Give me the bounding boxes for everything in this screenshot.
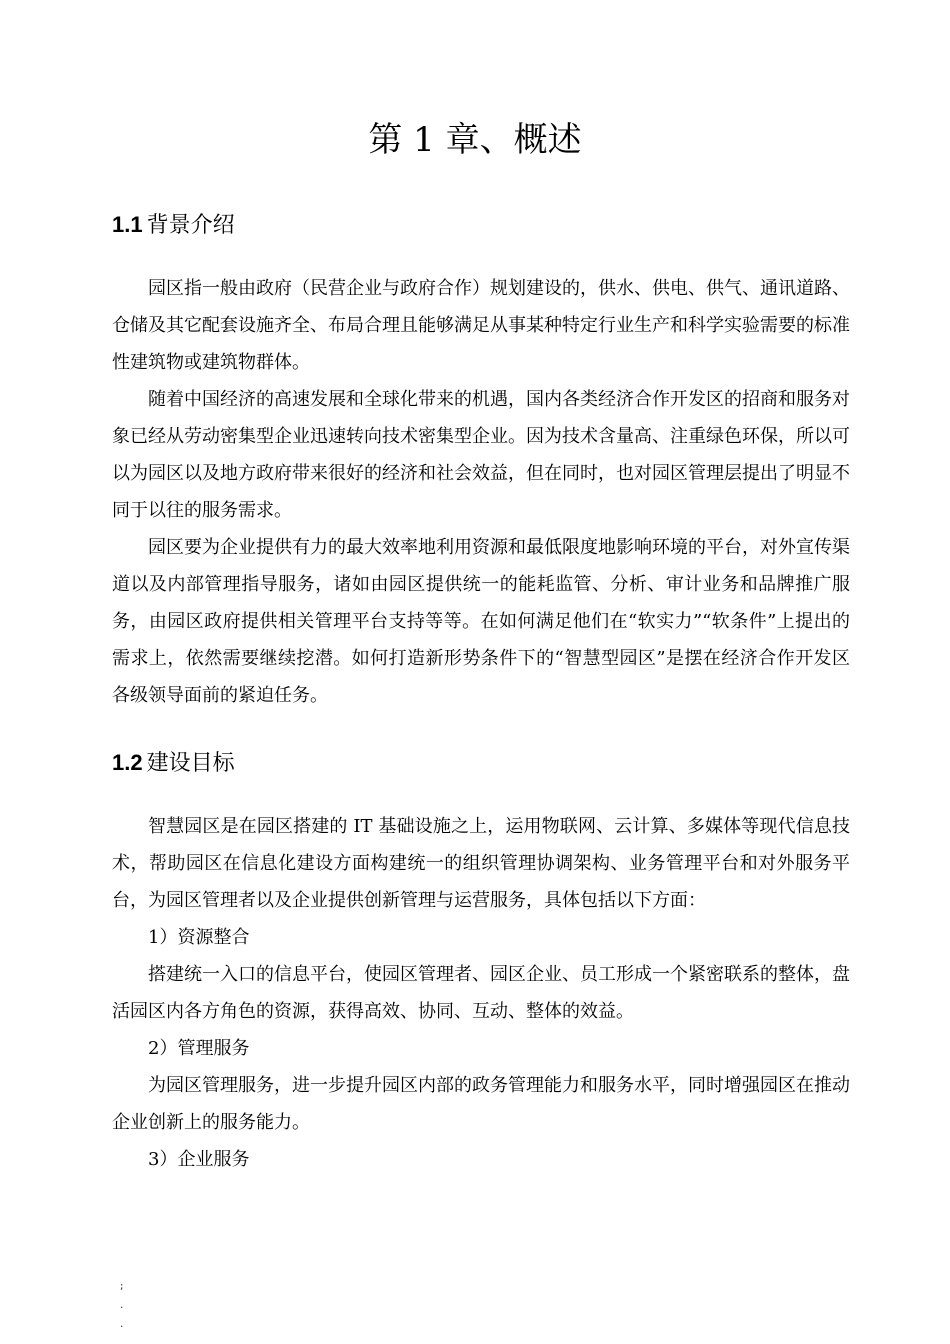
chapter-title: 第 1 章、概述 [368,120,582,160]
list-item-label-resource: 1）资源整合 [148,927,250,948]
list-item-text-resource: 搭建统一入口的信息平台，使园区管理者、园区企业、员工形成一个紧密联系的整体，盘活园区内各方角色的资源，获得高效、协同、互动、整体的效益。 [112,964,850,1022]
paragraph-park-definition: 园区指一般由政府（民营企业与政府合作）规划建设的，供水、供电、供气、通讯道路、仓储及其它配套设施齐全、布局合理且能够满足从事某种特定行业生产和科学实验需要的标准性建筑物或建筑物群体。 [112,278,850,373]
paragraph-park-platform: 园区要为企业提供有力的最大效率地利用资源和最低限度地影响环境的平台，对外宣传渠道以及内部管理指导服务，诸如由园区提供统一的能耗监管、分析、审计业务和品牌推广服务，由园区政府提供相关管理平台支持等等。在如何满足他们在“软实力”“软条件”上提出的需求上，依然需要继续挖潜。如何打造新形势条件下的“智慧型园区”是摆在经济合作开发区各级领导面前的紧迫任务。 [112,537,850,706]
margin-marks [119,1278,124,1335]
list-item-label-management: 2）管理服务 [148,1038,250,1059]
margin-mark: ; [119,1282,125,1292]
section-number: 1.2 [112,750,143,775]
margin-mark: . [119,1301,125,1311]
section-heading-1-2 [112,748,235,779]
margin-mark: . [119,1320,125,1330]
list-item-text-management: 为园区管理服务，进一步提升园区内部的政务管理能力和服务水平，同时增强园区在推动企业创新上的服务能力。 [112,1075,850,1133]
paragraph-economic-development: 随着中国经济的高速发展和全球化带来的机遇，国内各类经济合作开发区的招商和服务对象已经从劳动密集型企业迅速转向技术密集型企业。因为技术含量高、注重绿色环保，所以可以为园区以及地方政府带来很好的经济和社会效益，但在同时，也对园区管理层提出了明显不同于以往的服务需求。 [112,389,850,521]
list-item-label-enterprise: 3）企业服务 [148,1149,250,1170]
section-heading-1-1 [112,210,235,241]
section-number: 1.1 [112,212,143,237]
paragraph-smart-park-intro: 智慧园区是在园区搭建的 IT 基础设施之上，运用物联网、云计算、多媒体等现代信息技术，帮助园区在信息化建设方面构建统一的组织管理协调架构、业务管理平台和对外服务平台，为园区管理者以及企业提供创新管理与运营服务，具体包括以下方面： [112,816,850,911]
section-title: 建设目标 [146,751,235,776]
section-title: 背景介绍 [146,213,235,238]
